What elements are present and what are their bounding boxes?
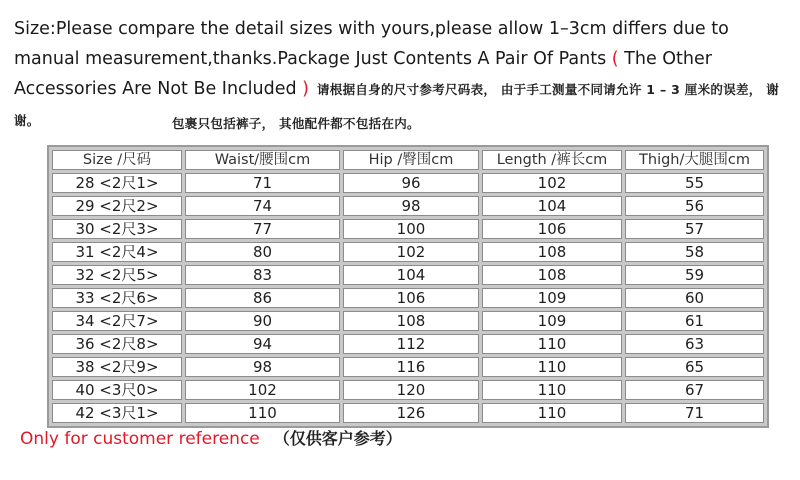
cell-thigh: 71 — [625, 403, 764, 423]
paren-open: ( — [606, 49, 625, 69]
cell-waist: 94 — [185, 334, 340, 354]
cell-thigh: 67 — [625, 380, 764, 400]
table-row — [52, 334, 764, 354]
cell-length: 108 — [482, 265, 622, 285]
cell-waist: 86 — [185, 288, 340, 308]
intro-chinese-line1: 请根据自身的尺寸参考尺码表， 由于手工测量不同请允许 1 – 3 厘米的误差， 谢谢。 — [14, 82, 780, 128]
intro-english: Size:Please compare the detail sizes with yours,please allow 1–3cm differs due to manual measurement,thanks.Package Just Contents A Pair Of Pants — [14, 19, 729, 69]
table-row — [52, 265, 764, 285]
cell-size: 36 <2尺8> — [52, 334, 182, 354]
cell-waist: 90 — [185, 311, 340, 331]
intro-chinese-line2: 包裹只包括裤子， 其他配件都不包括在内。 — [172, 116, 420, 131]
cell-hip: 116 — [343, 357, 479, 377]
table-row — [52, 357, 764, 377]
cell-size: 34 <2尺7> — [52, 311, 182, 331]
cell-length: 110 — [482, 357, 622, 377]
cell-length: 104 — [482, 196, 622, 216]
cell-thigh: 56 — [625, 196, 764, 216]
cell-thigh: 59 — [625, 265, 764, 285]
cell-thigh: 55 — [625, 173, 764, 193]
header-size: Size /尺码 — [52, 150, 182, 170]
cell-waist: 110 — [185, 403, 340, 423]
cell-size: 42 <3尺1> — [52, 403, 182, 423]
header-length: Length /裤长cm — [482, 150, 622, 170]
table-row — [52, 196, 764, 216]
cell-length: 106 — [482, 219, 622, 239]
cell-hip: 98 — [343, 196, 479, 216]
table-row — [52, 219, 764, 239]
table-header-row — [52, 150, 764, 170]
cell-hip: 100 — [343, 219, 479, 239]
cell-length: 110 — [482, 334, 622, 354]
table-body — [52, 173, 764, 423]
header-waist: Waist/腰围cm — [185, 150, 340, 170]
cell-size: 40 <3尺0> — [52, 380, 182, 400]
header-thigh: Thigh/大腿围cm — [625, 150, 764, 170]
cell-waist: 71 — [185, 173, 340, 193]
cell-size: 38 <2尺9> — [52, 357, 182, 377]
paren-close: ) — [296, 79, 309, 99]
table-row — [52, 173, 764, 193]
cell-length: 110 — [482, 380, 622, 400]
table-row — [52, 403, 764, 423]
cell-hip: 96 — [343, 173, 479, 193]
cell-waist: 98 — [185, 357, 340, 377]
cell-thigh: 63 — [625, 334, 764, 354]
table-row — [52, 242, 764, 262]
cell-size: 32 <2尺5> — [52, 265, 182, 285]
cell-thigh: 58 — [625, 242, 764, 262]
header-hip: Hip /臀围cm — [343, 150, 479, 170]
cell-hip: 112 — [343, 334, 479, 354]
cell-hip: 126 — [343, 403, 479, 423]
cell-size: 30 <2尺3> — [52, 219, 182, 239]
cell-length: 109 — [482, 288, 622, 308]
table-row — [52, 311, 764, 331]
cell-length: 102 — [482, 173, 622, 193]
cell-size: 29 <2尺2> — [52, 196, 182, 216]
reference-note-text: Only for customer reference — [20, 429, 260, 449]
cell-waist: 83 — [185, 265, 340, 285]
cell-thigh: 60 — [625, 288, 764, 308]
size-chart-table — [47, 145, 769, 428]
table-row — [52, 288, 764, 308]
cell-thigh: 57 — [625, 219, 764, 239]
reference-note-chinese: （仅供客户参考） — [273, 429, 402, 448]
cell-length: 110 — [482, 403, 622, 423]
reference-note — [20, 426, 402, 449]
cell-thigh: 65 — [625, 357, 764, 377]
cell-length: 109 — [482, 311, 622, 331]
cell-length: 108 — [482, 242, 622, 262]
cell-size: 31 <2尺4> — [52, 242, 182, 262]
cell-hip: 106 — [343, 288, 479, 308]
cell-waist: 74 — [185, 196, 340, 216]
cell-size: 33 <2尺6> — [52, 288, 182, 308]
cell-waist: 80 — [185, 242, 340, 262]
cell-hip: 108 — [343, 311, 479, 331]
cell-thigh: 61 — [625, 311, 764, 331]
cell-hip: 102 — [343, 242, 479, 262]
table-row — [52, 380, 764, 400]
cell-size: 28 <2尺1> — [52, 173, 182, 193]
cell-waist: 77 — [185, 219, 340, 239]
cell-hip: 120 — [343, 380, 479, 400]
intro-accessories-note: The Other Accessories Are Not Be Included — [14, 49, 712, 99]
cell-hip: 104 — [343, 265, 479, 285]
cell-waist: 102 — [185, 380, 340, 400]
